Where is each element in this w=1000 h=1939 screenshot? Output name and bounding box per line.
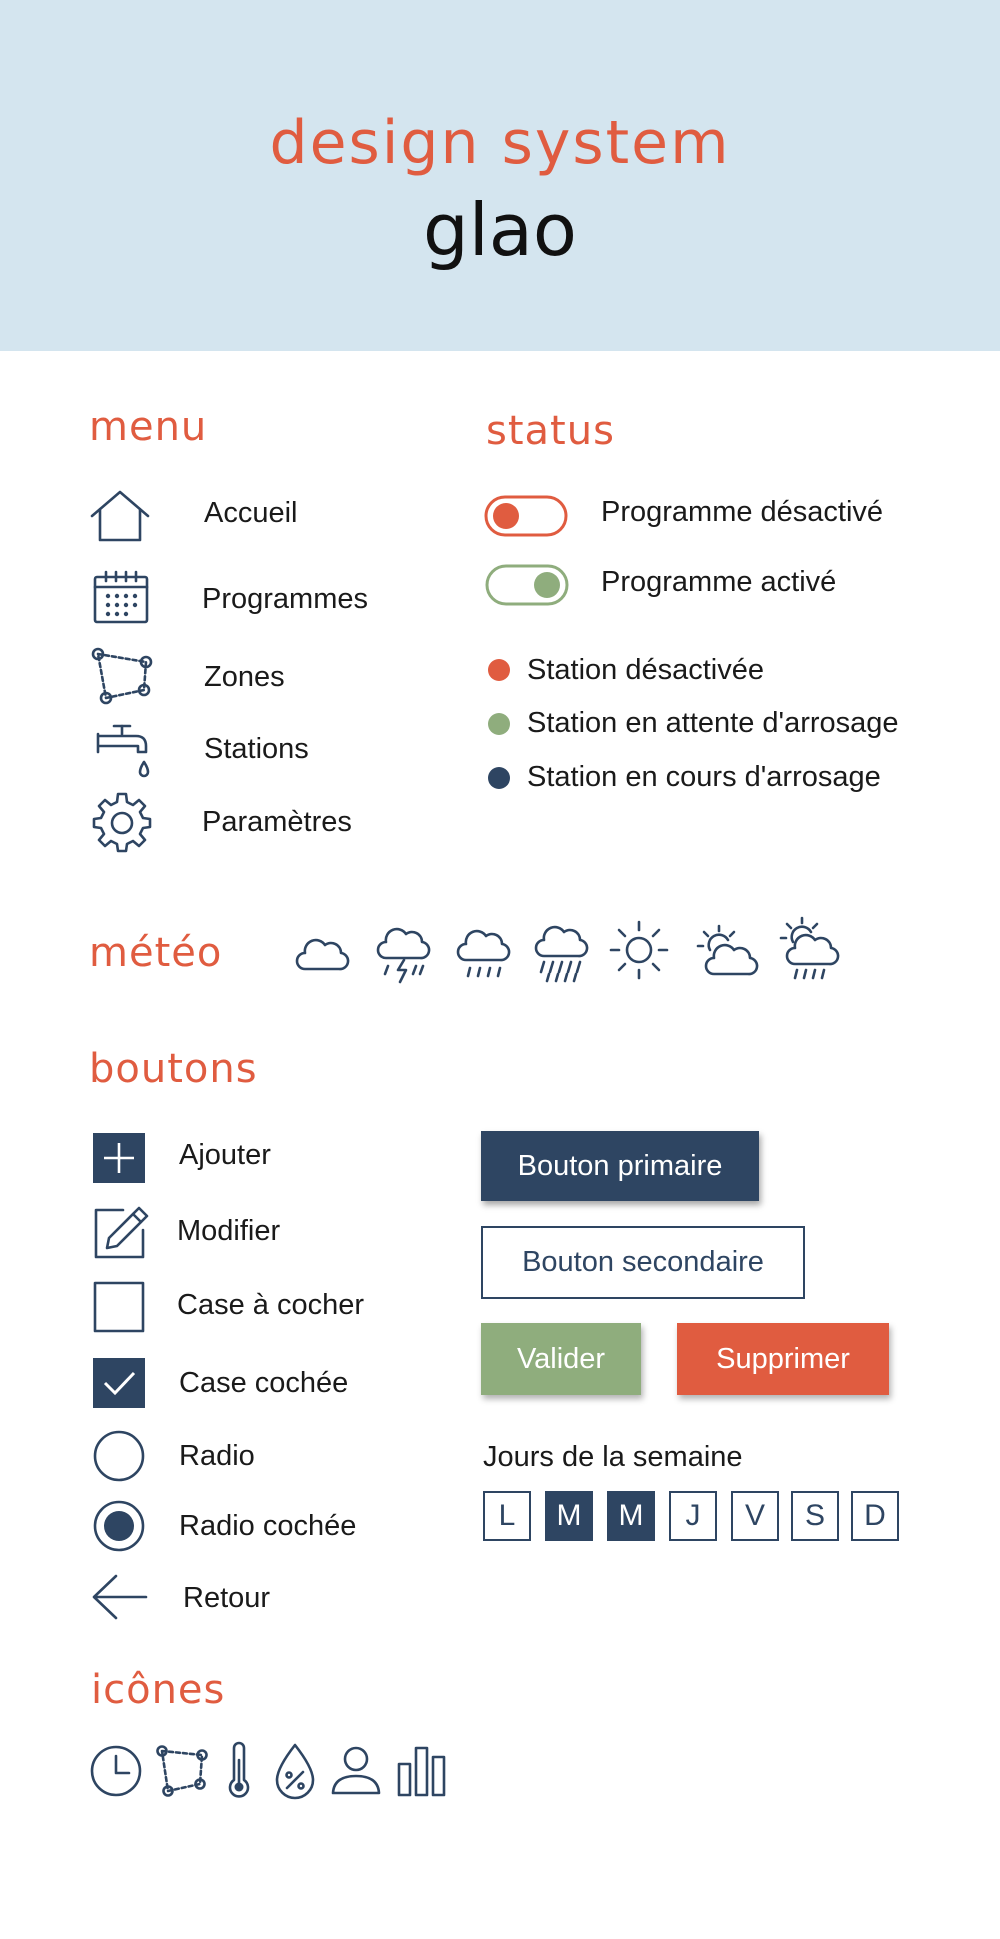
day-toggle-thursday[interactable]: J xyxy=(669,1491,717,1541)
meteo-section-title: météo xyxy=(89,930,223,976)
thunderstorm-icon xyxy=(376,928,430,984)
menu-item-programmes[interactable]: Programmes xyxy=(202,583,368,615)
design-system-title: design system xyxy=(269,108,731,178)
checkbox-icon[interactable] xyxy=(93,1281,145,1333)
sun-icon xyxy=(609,920,669,980)
checkbox-checked-label: Case cochée xyxy=(179,1367,349,1399)
day-toggle-saturday[interactable]: S xyxy=(791,1491,839,1541)
sun-cloud-rain-icon xyxy=(775,916,835,982)
delete-button[interactable]: Supprimer xyxy=(677,1323,889,1395)
brand-logo-text: glao xyxy=(423,188,577,272)
add-icon[interactable] xyxy=(93,1133,145,1183)
radio-icon[interactable] xyxy=(93,1430,145,1482)
faucet-icon xyxy=(92,722,156,784)
toggle-off-label: Programme désactivé xyxy=(601,496,884,528)
validate-button[interactable]: Valider xyxy=(481,1323,641,1395)
toggle-on[interactable] xyxy=(485,564,569,606)
partly-cloudy-icon xyxy=(694,922,756,978)
radio-label: Radio xyxy=(179,1440,255,1472)
day-toggle-monday[interactable]: L xyxy=(483,1491,531,1541)
heavy-rain-icon xyxy=(534,928,590,984)
zone-polygon-icon xyxy=(90,646,154,704)
weekdays-label: Jours de la semaine xyxy=(483,1441,743,1473)
edit-label: Modifier xyxy=(177,1215,281,1247)
status-dot-watering xyxy=(488,767,510,789)
back-arrow-icon[interactable] xyxy=(92,1574,148,1620)
humidity-icon xyxy=(273,1742,317,1800)
day-toggle-friday[interactable]: V xyxy=(731,1491,779,1541)
radio-checked-label: Radio cochée xyxy=(179,1510,357,1542)
edit-icon[interactable] xyxy=(93,1206,147,1260)
menu-item-parametres[interactable]: Paramètres xyxy=(202,806,352,838)
menu-item-accueil[interactable]: Accueil xyxy=(204,497,298,529)
day-toggle-wednesday[interactable]: M xyxy=(607,1491,655,1541)
boutons-section-title: boutons xyxy=(89,1046,258,1092)
menu-item-zones[interactable]: Zones xyxy=(204,661,285,693)
day-toggle-tuesday[interactable]: M xyxy=(545,1491,593,1541)
zone-icon xyxy=(155,1744,209,1798)
toggle-on-label: Programme activé xyxy=(601,566,837,598)
checkbox-checked-icon[interactable] xyxy=(93,1358,145,1408)
cloud-icon xyxy=(295,935,349,973)
menu-section-title: menu xyxy=(89,404,208,450)
bar-chart-icon xyxy=(396,1744,448,1798)
station-disabled-label: Station désactivée xyxy=(527,654,764,686)
status-dot-disabled xyxy=(488,659,510,681)
back-label: Retour xyxy=(183,1582,271,1614)
rain-icon xyxy=(456,932,510,980)
primary-button[interactable]: Bouton primaire xyxy=(481,1131,759,1201)
checkbox-label: Case à cocher xyxy=(177,1289,364,1321)
status-section-title: status xyxy=(486,408,615,454)
calendar-icon xyxy=(92,570,150,624)
radio-checked-icon[interactable] xyxy=(93,1500,145,1552)
secondary-button[interactable]: Bouton secondaire xyxy=(481,1226,805,1299)
user-icon xyxy=(330,1744,382,1796)
station-waiting-label: Station en attente d'arrosage xyxy=(527,707,899,739)
gear-icon xyxy=(92,792,152,852)
icones-section-title: icônes xyxy=(91,1667,226,1713)
clock-icon xyxy=(89,1744,143,1798)
add-label: Ajouter xyxy=(179,1139,271,1171)
home-icon xyxy=(88,488,152,544)
status-dot-waiting xyxy=(488,713,510,735)
thermometer-icon xyxy=(226,1742,252,1800)
menu-item-stations[interactable]: Stations xyxy=(204,733,309,765)
toggle-off[interactable] xyxy=(484,495,568,537)
day-toggle-sunday[interactable]: D xyxy=(851,1491,899,1541)
station-watering-label: Station en cours d'arrosage xyxy=(527,761,881,793)
